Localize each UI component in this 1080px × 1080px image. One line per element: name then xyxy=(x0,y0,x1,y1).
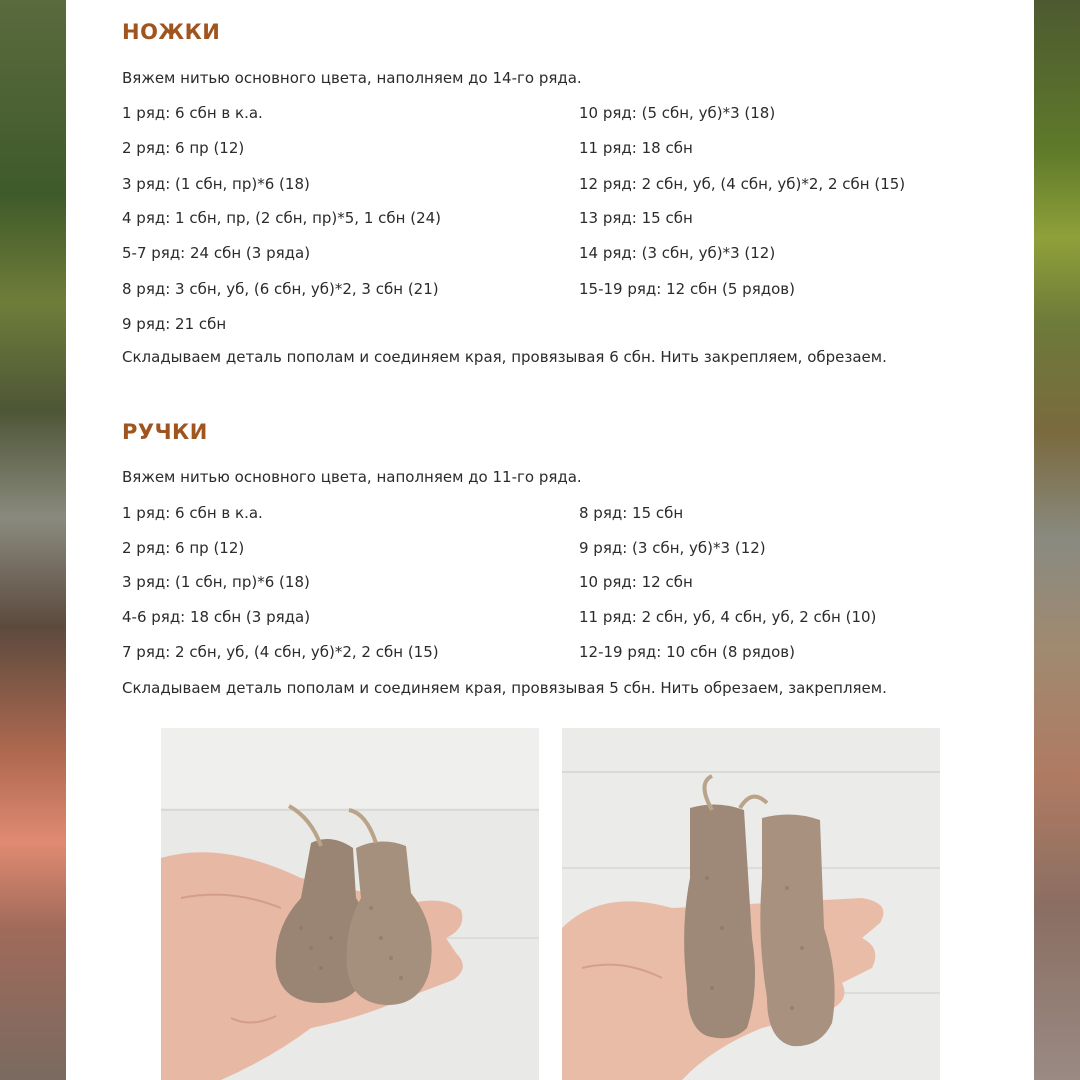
blurred-background-right xyxy=(1034,0,1080,1080)
photo-crocheted-arms-in-hand xyxy=(562,728,940,1080)
legs-row: 15-19 ряд: 12 сбн (5 рядов) xyxy=(579,280,795,298)
legs-row: 12 ряд: 2 сбн, уб, (4 сбн, уб)*2, 2 сбн (15) xyxy=(579,175,906,193)
arms-row: 4-6 ряд: 18 сбн (3 ряда) xyxy=(122,608,311,626)
legs-title: НОЖКИ xyxy=(122,20,221,44)
arms-row: 2 ряд: 6 пр (12) xyxy=(122,539,245,557)
photo-crocheted-legs-in-hand xyxy=(161,728,539,1080)
arms-row: 7 ряд: 2 сбн, уб, (4 сбн, уб)*2, 2 сбн (15) xyxy=(122,643,439,661)
pattern-page xyxy=(66,0,1034,1080)
arms-row: 1 ряд: 6 сбн в к.а. xyxy=(122,504,263,522)
legs-intro: Вяжем нитью основного цвета, наполняем до 14-го ряда. xyxy=(122,69,582,87)
arms-row: 11 ряд: 2 сбн, уб, 4 сбн, уб, 2 сбн (10) xyxy=(579,608,877,626)
arms-row: 3 ряд: (1 сбн, пр)*6 (18) xyxy=(122,573,310,591)
arms-outro: Складываем деталь пополам и соединяем края, провязывая 5 сбн. Нить обрезаем, закрепляем. xyxy=(122,679,887,697)
legs-row: 1 ряд: 6 сбн в к.а. xyxy=(122,104,263,122)
legs-outro: Складываем деталь пополам и соединяем края, провязывая 6 сбн. Нить закрепляем, обрезаем. xyxy=(122,348,887,366)
arms-title: РУЧКИ xyxy=(122,420,208,444)
legs-row: 8 ряд: 3 сбн, уб, (6 сбн, уб)*2, 3 сбн (21) xyxy=(122,280,439,298)
legs-row: 13 ряд: 15 сбн xyxy=(579,209,693,227)
arms-row: 10 ряд: 12 сбн xyxy=(579,573,693,591)
legs-row: 10 ряд: (5 сбн, уб)*3 (18) xyxy=(579,104,776,122)
arms-row: 12-19 ряд: 10 сбн (8 рядов) xyxy=(579,643,795,661)
arms-intro: Вяжем нитью основного цвета, наполняем до 11-го ряда. xyxy=(122,468,582,486)
legs-row: 3 ряд: (1 сбн, пр)*6 (18) xyxy=(122,175,310,193)
legs-row: 4 ряд: 1 сбн, пр, (2 сбн, пр)*5, 1 сбн (24) xyxy=(122,209,442,227)
legs-row: 2 ряд: 6 пр (12) xyxy=(122,139,245,157)
legs-row: 14 ряд: (3 сбн, уб)*3 (12) xyxy=(579,244,776,262)
legs-row: 11 ряд: 18 сбн xyxy=(579,139,693,157)
arms-row: 8 ряд: 15 сбн xyxy=(579,504,684,522)
blurred-background-left xyxy=(0,0,66,1080)
legs-row: 9 ряд: 21 сбн xyxy=(122,315,227,333)
arms-row: 9 ряд: (3 сбн, уб)*3 (12) xyxy=(579,539,766,557)
legs-row: 5-7 ряд: 24 сбн (3 ряда) xyxy=(122,244,311,262)
